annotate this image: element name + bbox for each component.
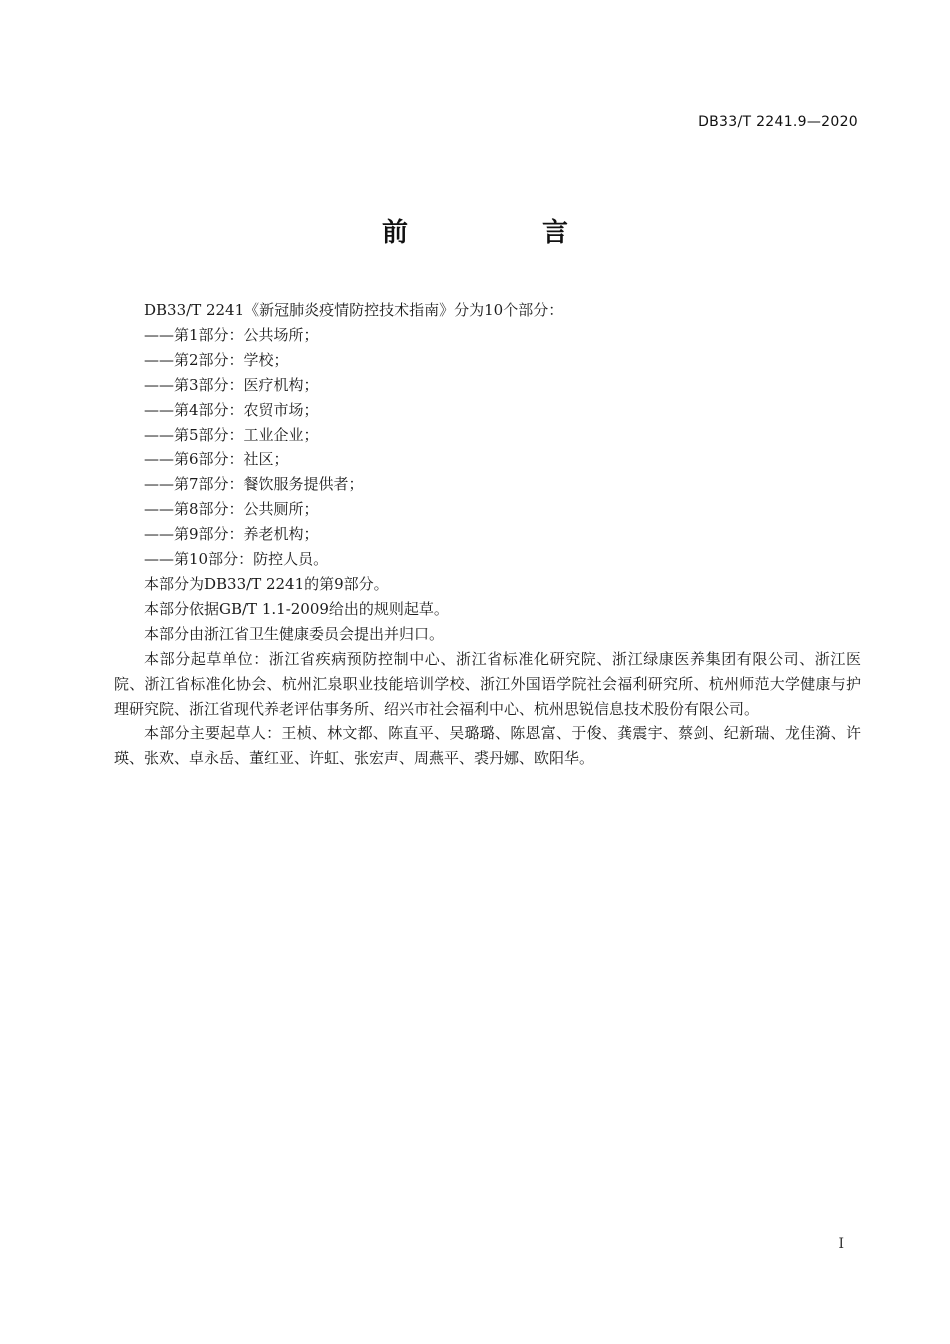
part-list-item: ——第7部分：餐饮服务提供者； [144, 475, 364, 494]
page-title: 前 言 [381, 218, 622, 248]
statement-proposer: 本部分由浙江省卫生健康委员会提出并归口。 [144, 624, 445, 643]
statement-drafting-rules: 本部分依据GB/T 1.1-2009给出的规则起草。 [144, 599, 449, 618]
foreword-body [114, 298, 861, 771]
drafting-units-paragraph: 本部分起草单位：浙江省疾病预防控制中心、浙江省标准化研究院、浙江绿康医养集团有限公司、浙江医院、浙江省标准化协会、杭州汇泉职业技能培训学校、浙江外国语学院社会福利研究所、杭州师范大学健康与护理研究院、浙江省现代养老评估事务所、绍兴市社会福利中心、杭州思锐信息技术股份有限公司。 [114, 649, 861, 718]
part-list-item: ——第5部分：工业企业； [144, 425, 319, 444]
part-list-item: ——第4部分：农贸市场； [144, 400, 319, 419]
statement-part-number: 本部分为DB33/T 2241的第9部分。 [144, 574, 389, 593]
part-list-item: ——第8部分：公共厕所； [144, 500, 319, 519]
document-code: DB33/T 2241.9—2020 [698, 114, 858, 130]
intro-line: DB33/T 2241《新冠肺炎疫情防控技术指南》分为10个部分： [144, 301, 564, 319]
part-list-item: ——第3部分：医疗机构； [144, 375, 319, 394]
part-list-item: ——第6部分：社区； [144, 450, 289, 469]
drafters-paragraph: 本部分主要起草人：王桢、林文都、陈直平、吴璐璐、陈恩富、于俊、龚震宇、蔡剑、纪新瑞、龙佳漪、许瑛、张欢、卓永岳、董红亚、许虹、张宏声、周燕平、裘丹娜、欧阳华。 [114, 724, 861, 768]
page-number: I [838, 1236, 844, 1252]
part-list-item: ——第10部分：防控人员。 [144, 550, 329, 569]
part-list-item: ——第1部分：公共场所； [144, 325, 319, 344]
part-list-item: ——第9部分：养老机构； [144, 525, 319, 544]
part-list-item: ——第2部分：学校； [144, 350, 289, 369]
